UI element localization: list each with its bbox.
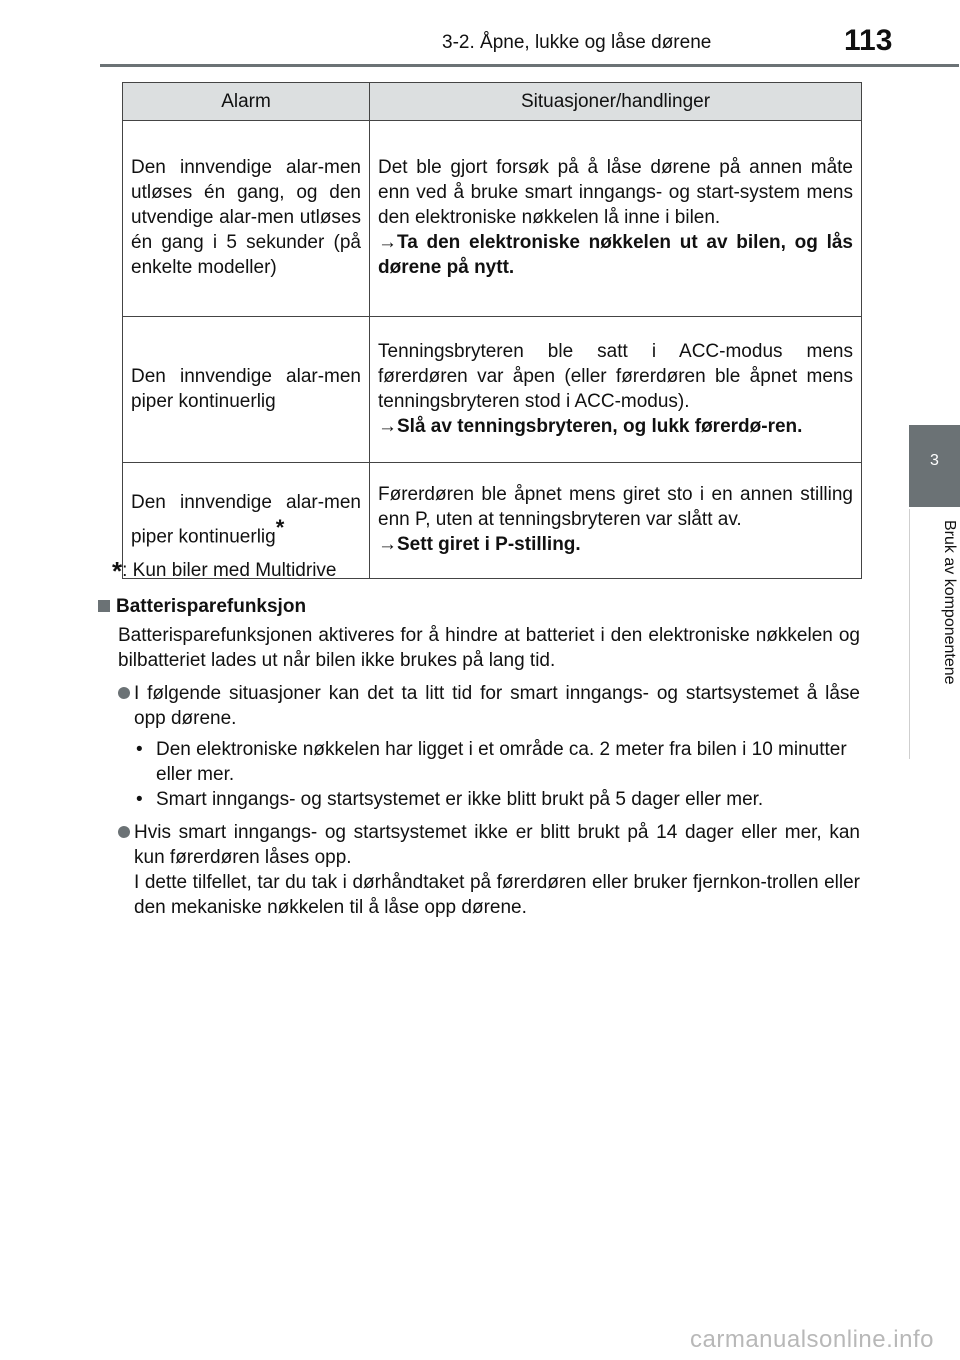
action-text xyxy=(378,230,853,280)
section-heading xyxy=(98,594,860,619)
sub-list-item xyxy=(136,737,860,787)
footnote-star: * xyxy=(112,556,123,586)
alarm-cell: Den innvendige alar-men utløses én gang, og den utvendige alar-men utløses én gang i 5 sekunder (på enkelte modeller) xyxy=(123,121,370,317)
battery-section xyxy=(98,594,860,920)
section-title: 3-2. Åpne, lukke og låse dørene xyxy=(442,32,712,53)
col-header-alarm: Alarm xyxy=(123,83,370,121)
footnote-text: : Kun biler med Multidrive xyxy=(122,560,337,581)
action-label: Ta den elektroniske nøkkelen ut av bilen, og lås dørene på nytt. xyxy=(378,232,853,278)
page-number: 113 xyxy=(844,24,893,57)
chapter-tab-number: 3 xyxy=(909,425,960,507)
header-rule xyxy=(100,64,959,67)
footnote-marker: * xyxy=(275,514,285,540)
table-row xyxy=(123,317,862,463)
arrow-icon: → xyxy=(378,232,397,253)
col-header-situations: Situasjoner/handlinger xyxy=(370,83,862,121)
arrow-icon: → xyxy=(378,534,397,555)
list-item-text-continued: I dette tilfellet, tar du tak i dørhåndtaket på førerdøren eller bruker fjernkon-trollen eller den mekaniske nøkkelen til å låse opp dørene. xyxy=(134,872,860,918)
list-item-text: Hvis smart inngangs- og startsystemet ikke er blitt brukt på 14 dager eller mer, kan kun førerdøren låses opp. xyxy=(134,822,860,868)
watermark: carmanualsonline.info xyxy=(690,1326,934,1353)
list-item-text: I følgende situasjoner kan det ta litt tid for smart inngangs- og startsystemet å låse opp dørene. xyxy=(134,683,860,729)
square-bullet-icon xyxy=(98,600,110,612)
section-intro: Batterisparefunksjonen aktiveres for å hindre at batteriet i den elektroniske nøkkelen og bilbatteriet lades ut når bilen ikke brukes på lang tid. xyxy=(118,625,860,671)
alarm-text: Den innvendige alar-men piper kontinuerlig xyxy=(131,491,361,548)
action-label: Slå av tenningsbryteren, og lukk førerdø-ren. xyxy=(397,415,803,437)
dot-bullet: • xyxy=(136,739,143,760)
section-heading-text: Batterisparefunksjon xyxy=(116,596,307,617)
situation-cell xyxy=(370,463,862,579)
circle-bullet-icon xyxy=(118,687,130,699)
dot-bullet: • xyxy=(136,789,143,810)
table-header-row xyxy=(123,83,862,121)
sub-list xyxy=(136,737,860,812)
circle-bullet-icon xyxy=(118,826,130,838)
alarm-table xyxy=(122,82,862,579)
action-label: Sett giret i P-stilling. xyxy=(397,534,581,555)
arrow-icon: → xyxy=(378,415,397,437)
action-text xyxy=(378,414,853,439)
situation-text: Tenningsbryteren ble satt i ACC-modus mens førerdøren var åpen (eller førerdøren ble åpnet mens tenningsbryteren stod i ACC-modus). xyxy=(378,340,853,412)
sub-list-item xyxy=(136,787,860,812)
chapter-tab-label: Bruk av komponentene xyxy=(941,520,958,685)
situation-cell xyxy=(370,317,862,463)
footnote xyxy=(112,556,337,587)
situation-text: Førerdøren ble åpnet mens giret sto i en annen stilling enn P, uten at tenningsbryteren var slått av. xyxy=(378,484,853,530)
list-item xyxy=(118,820,860,920)
situation-cell xyxy=(370,121,862,317)
situation-text: Det ble gjort forsøk på å låse dørene på annen måte enn ved å bruke smart inngangs- og start-system mens den elektroniske nøkkelen lå inne i bilen. xyxy=(378,157,853,228)
list-item xyxy=(118,681,860,731)
alarm-cell: Den innvendige alar-men piper kontinuerlig xyxy=(123,317,370,463)
sub-list-item-text: Smart inngangs- og startsystemet er ikke blitt brukt på 5 dager eller mer. xyxy=(156,789,764,810)
sub-list-item-text: Den elektroniske nøkkelen har ligget i et område ca. 2 meter fra bilen i 10 minutter eller mer. xyxy=(156,739,847,785)
table-row xyxy=(123,121,862,317)
action-text xyxy=(378,532,853,557)
